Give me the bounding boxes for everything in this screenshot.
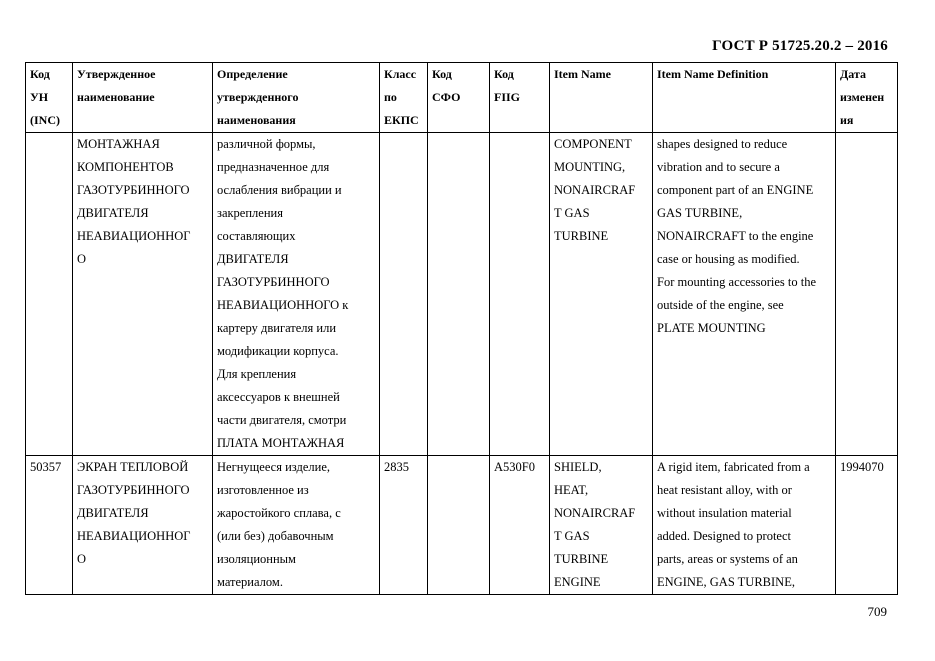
header-cell-item-name-definition: Item Name Definition bbox=[653, 63, 836, 133]
cell-change-date: 1994070 bbox=[836, 456, 898, 595]
cell-fiig-code: A530F0 bbox=[490, 456, 550, 595]
header-cell-approved-name: Утвержденное наименование bbox=[73, 63, 213, 133]
header-cell-item-name: Item Name bbox=[550, 63, 653, 133]
table-row bbox=[26, 133, 898, 456]
classification-table bbox=[25, 62, 898, 595]
cell-approved-name: МОНТАЖНАЯ КОМПОНЕНТОВ ГАЗОТУРБИННОГО ДВИГАТЕЛЯ НЕАВИАЦИОННОГ О bbox=[73, 133, 213, 456]
standard-header: ГОСТ Р 51725.20.2 – 2016 bbox=[712, 38, 888, 54]
cell-item-name: SHIELD, HEAT, NONAIRCRAF T GAS TURBINE ENGINE bbox=[550, 456, 653, 595]
cell-code-inc bbox=[26, 133, 73, 456]
cell-ekps-class: 2835 bbox=[380, 456, 428, 595]
header-cell-ekps-class: Класс по ЕКПС bbox=[380, 63, 428, 133]
header-cell-change-date: Дата изменен ия bbox=[836, 63, 898, 133]
cell-item-name-definition: A rigid item, fabricated from a heat resistant alloy, with or without insulation material added. Designed to protect parts, areas or systems of an ENGINE, GAS TURBINE, bbox=[653, 456, 836, 595]
cell-sfo-code bbox=[428, 456, 490, 595]
cell-fiig-code bbox=[490, 133, 550, 456]
header-cell-code-inc: Код УН (INC) bbox=[26, 63, 73, 133]
header-cell-sfo-code: Код СФО bbox=[428, 63, 490, 133]
header-cell-fiig-code: Код FIIG bbox=[490, 63, 550, 133]
cell-item-name: COMPONENT MOUNTING, NONAIRCRAF T GAS TURBINE bbox=[550, 133, 653, 456]
table-header-row bbox=[26, 63, 898, 133]
cell-approved-name: ЭКРАН ТЕПЛОВОЙ ГАЗОТУРБИННОГО ДВИГАТЕЛЯ НЕАВИАЦИОННОГ О bbox=[73, 456, 213, 595]
header-cell-definition: Определение утвержденного наименования bbox=[213, 63, 380, 133]
cell-item-name-definition: shapes designed to reduce vibration and to secure a component part of an ENGINE GAS TURBINE, NONAIRCRAFT to the engine case or housing as modified. For mounting accessories to the outside of the engine, see PLATE MOUNTING bbox=[653, 133, 836, 456]
table-row bbox=[26, 456, 898, 595]
cell-definition: различной формы, предназначенное для ослабления вибрации и закрепления составляющих ДВИГАТЕЛЯ ГАЗОТУРБИННОГО НЕАВИАЦИОННОГО к картеру двигателя или модификации корпуса. Для крепления аксессуаров к внешней части двигателя, смотри ПЛАТА МОНТАЖНАЯ bbox=[213, 133, 380, 456]
cell-definition: Негнущееся изделие, изготовленное из жаростойкого сплава, с (или без) добавочным изоляционным материалом. bbox=[213, 456, 380, 595]
page-number: 709 bbox=[867, 604, 887, 619]
cell-ekps-class bbox=[380, 133, 428, 456]
cell-change-date bbox=[836, 133, 898, 456]
cell-code-inc: 50357 bbox=[26, 456, 73, 595]
cell-sfo-code bbox=[428, 133, 490, 456]
